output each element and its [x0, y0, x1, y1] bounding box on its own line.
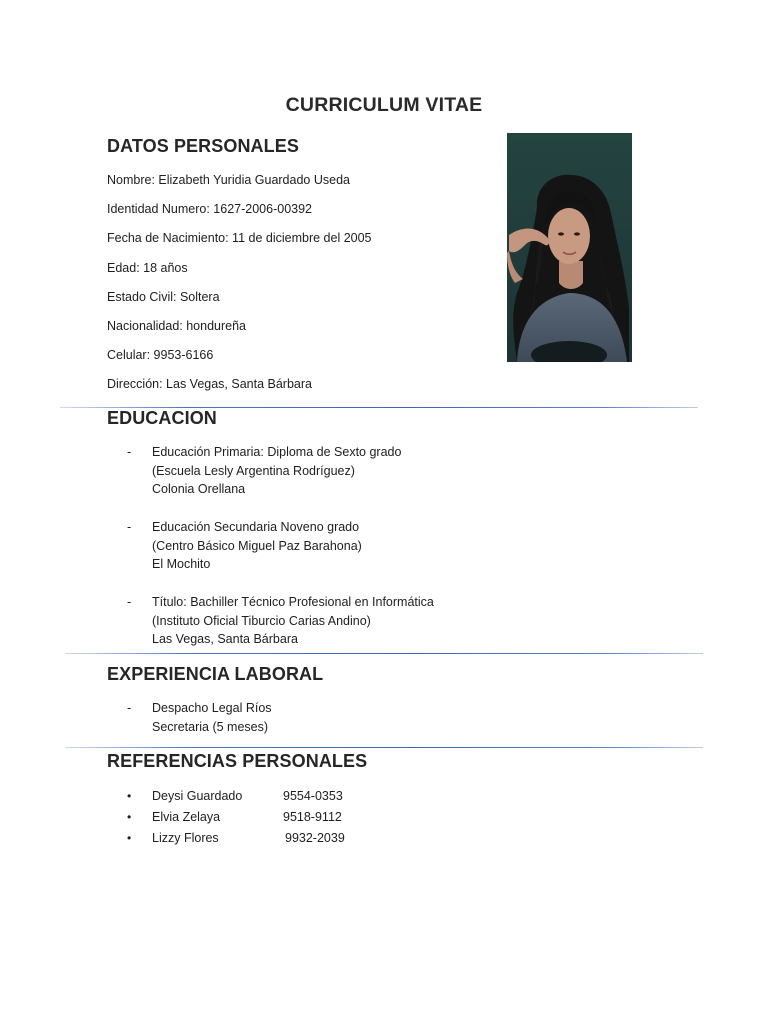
references-heading: REFERENCIAS PERSONALES: [107, 751, 368, 771]
bullet-marker: •: [127, 810, 132, 824]
reference-name: Deysi Guardado: [152, 789, 243, 803]
education-item-title: Educación Secundaria Noveno grado: [152, 520, 360, 534]
civil-status-line: Estado Civil: Soltera: [107, 290, 220, 304]
portrait-illustration: [507, 133, 632, 362]
birth-date-line: Fecha de Nacimiento: 11 de diciembre del 2005: [107, 231, 372, 245]
education-item-school: (Instituto Oficial Tiburcio Carias Andino): [152, 613, 371, 628]
reference-phone: 9518-9112: [283, 810, 342, 824]
experience-heading: EXPERIENCIA LABORAL: [107, 664, 324, 684]
profile-photo: [507, 133, 632, 362]
reference-phone: 9932-2039: [285, 831, 345, 845]
education-item-title: Educación Primaria: Diploma de Sexto grado: [152, 445, 402, 459]
dash-marker: -: [127, 445, 132, 459]
education-item-location: Las Vegas, Santa Bárbara: [152, 632, 298, 647]
education-item-school: (Centro Básico Miguel Paz Barahona): [152, 538, 362, 553]
address-line: Dirección: Las Vegas, Santa Bárbara: [107, 377, 312, 391]
dash-marker: -: [127, 701, 132, 715]
name-line: Nombre: Elizabeth Yuridia Guardado Useda: [107, 173, 350, 187]
reference-phone: 9554-0353: [283, 789, 343, 803]
dash-marker: -: [127, 520, 132, 534]
education-item-location: El Mochito: [152, 557, 211, 572]
bullet-marker: •: [127, 831, 132, 845]
education-item-title: Título: Bachiller Técnico Profesional en Informática: [152, 595, 434, 609]
phone-line: Celular: 9953-6166: [107, 348, 214, 362]
experience-item-role: Secretaria (5 meses): [152, 719, 269, 734]
education-heading: EDUCACION: [107, 408, 217, 428]
document-title: CURRICULUM VITAE: [285, 94, 483, 116]
id-number-line: Identidad Numero: 1627-2006-00392: [107, 202, 313, 216]
personal-data-heading: DATOS PERSONALES: [107, 136, 299, 156]
age-line: Edad: 18 años: [107, 261, 188, 275]
experience-item-employer: Despacho Legal Ríos: [152, 701, 272, 715]
dash-marker: -: [127, 595, 132, 609]
nationality-line: Nacionalidad: hondureña: [107, 319, 246, 333]
reference-name: Lizzy Flores: [152, 831, 219, 845]
education-item-location: Colonia Orellana: [152, 482, 246, 497]
section-divider: [65, 653, 703, 654]
section-divider: [65, 747, 703, 748]
bullet-marker: •: [127, 789, 132, 803]
education-item-school: (Escuela Lesly Argentina Rodríguez): [152, 463, 355, 478]
reference-name: Elvia Zelaya: [152, 810, 221, 824]
